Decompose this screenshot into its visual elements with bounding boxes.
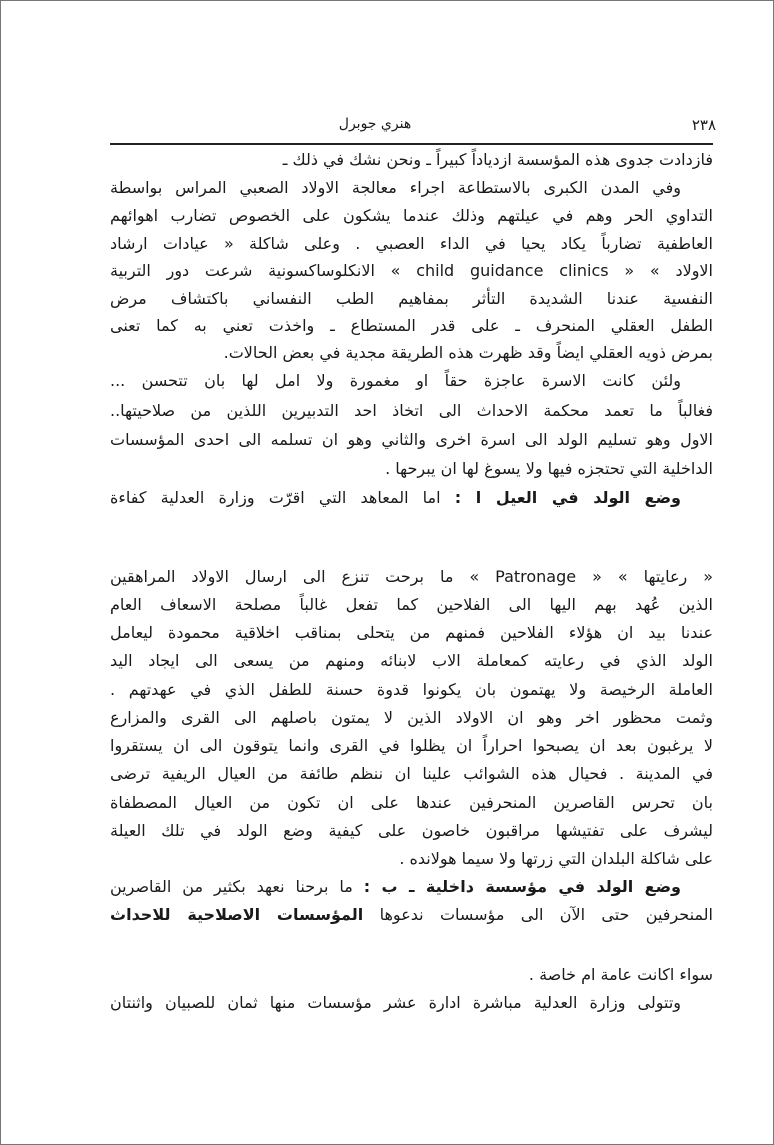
bold-heading-text: وضع الولد في العيل ا : (454, 488, 681, 507)
text-segment: ما برحنا نعهد بكثير من القاصرين (110, 877, 364, 896)
text-segment: وثمت محظور اخر وهو ان الاولاد الذين لا يمتون باصلهم الى القرى والمزارع (110, 708, 713, 727)
text-line (110, 175, 713, 201)
text-segment: لا يرغبون بعد ان يصبحوا احراراً ان يظلوا في القرى وانما يتوقون الى ان يستقروا (110, 736, 713, 755)
text-line (110, 456, 713, 482)
text-segment: وفي المدن الكبرى بالاستطاعة اجراء معالجة الاولاد الصعبي المراس بواسطة (110, 178, 681, 197)
text-line (110, 761, 713, 787)
bold-heading-text: المؤسسات الاصلاحية للاحداث (110, 905, 364, 924)
text-line (110, 990, 713, 1016)
text-segment: في المدينة . فحيال هذه الشوائب علينا ان ننظم طائفة من العيال الريفية ترضى (110, 764, 713, 783)
text-line (110, 485, 713, 511)
text-segment: بمرض ذويه العقلي ايضاً وقد ظهرت هذه الطريقة مجدية في بعض الحالات. (223, 343, 713, 362)
text-segment: فغالباً ما تعمد محكمة الاحداث الى اتخاذ احد التدبيرين اللذين من صلاحيتها.. (110, 401, 713, 420)
header-rule (110, 143, 713, 145)
bold-heading-text: وضع الولد في مؤسسة داخلية ـ ب : (363, 877, 682, 896)
text-line (110, 733, 713, 759)
text-line (110, 340, 713, 366)
text-segment: الاولاد » « child guidance clinics » الانكلوساكسونية شرعت دور التربية (110, 261, 713, 280)
text-line (110, 818, 713, 844)
text-line (110, 592, 713, 618)
text-segment: الولد الذي في رعايته كمعاملة الاب لابنائه ومنهم من يسعى الى ايجاد اليد (110, 651, 713, 670)
text-line (110, 427, 713, 453)
text-line (110, 677, 713, 703)
text-segment: الداخلية التي تحتجزه فيها ولا يسوغ لها ان يبرحها . (385, 459, 713, 478)
text-line (110, 874, 713, 900)
text-segment: العاطفية تضارباً يكاد يحيا في الداء العصبي . وعلى شاكلة « عيادات ارشاد (110, 234, 713, 253)
text-segment: النفسية عندنا الشديدة التأثر بمفاهيم الطب النفساني باكتشاف مرض (110, 289, 713, 308)
text-line (110, 705, 713, 731)
text-line (110, 790, 713, 816)
text-segment: فازدادت جدوى هذه المؤسسة ازدياداً كبيراً ـ ونحن نشك في ذلك ـ (282, 150, 713, 169)
text-segment: وتتولى وزارة العدلية مباشرة ادارة عشر مؤسسات منها ثمان للصبيان واثنتان (110, 993, 681, 1012)
text-segment: اما المعاهد التي اقرّت وزارة العدلية كفاءة (110, 488, 455, 507)
text-segment: الذين عُهد بهم اليها الى الفلاحين كما تفعل غالباً مصلحة الاسعاف العام (110, 595, 713, 614)
text-segment: بان تحرس القاصرين المنحرفين عندها على ان تكون من العيال المصطفاة (110, 793, 713, 812)
text-segment: ولئن كانت الاسرة عاجزة حقاً او مغمورة ولا امل لها بان تتحسن ... (110, 371, 681, 390)
text-segment: الطفل العقلي المنحرف ـ على قدر المستطاع ـ واخذت تعني به كما تعنى (110, 316, 713, 335)
text-segment: « رعايتها » « Patronage » ما برحت تنزع الى ارسال الاولاد المراهقين (110, 567, 714, 586)
text-segment: على شاكلة البلدان التي زرتها ولا سيما هولانده . (399, 849, 713, 868)
text-line (110, 398, 713, 424)
text-segment: سواء اكانت عامة ام خاصة . (528, 965, 713, 984)
text-line (110, 648, 713, 674)
page-number: ٢٣٨ (691, 116, 716, 134)
text-line (110, 286, 713, 312)
text-line (110, 203, 713, 229)
text-segment: التداوي الحر وهم في عيلتهم وذلك عندما يشكون على الخصوص تضارب اهوائهم (110, 206, 713, 225)
text-line (110, 962, 713, 988)
running-title: هنري جوبرل (338, 116, 412, 132)
text-segment: المنحرفين حتى الآن الى مؤسسات ندعوها (363, 905, 714, 924)
text-segment: ليشرف على تفتيشها مراقبون خاصون على كيفية وضع الولد في تلك العيلة (110, 821, 713, 840)
text-line (110, 147, 713, 173)
text-line (110, 258, 713, 284)
text-line (110, 313, 713, 339)
text-line (110, 846, 713, 872)
text-segment: العاملة الرخيصة ولا يهتمون بان يكونوا قدوة حسنة للطفل الذي في عهدتهم . (110, 680, 713, 699)
text-segment: عندنا بيد ان هؤلاء الفلاحين فمنهم من يتحلى بمناقب اخلاقية محمودة ليعامل (110, 623, 713, 642)
text-line (110, 564, 713, 590)
text-line (110, 368, 713, 394)
text-line (110, 231, 713, 257)
text-line (110, 902, 713, 928)
text-segment: الاول وهو تسليم الولد الى اسرة اخرى والثاني وهو ان تسلمه الى احدى المؤسسات (110, 430, 713, 449)
text-line (110, 620, 713, 646)
